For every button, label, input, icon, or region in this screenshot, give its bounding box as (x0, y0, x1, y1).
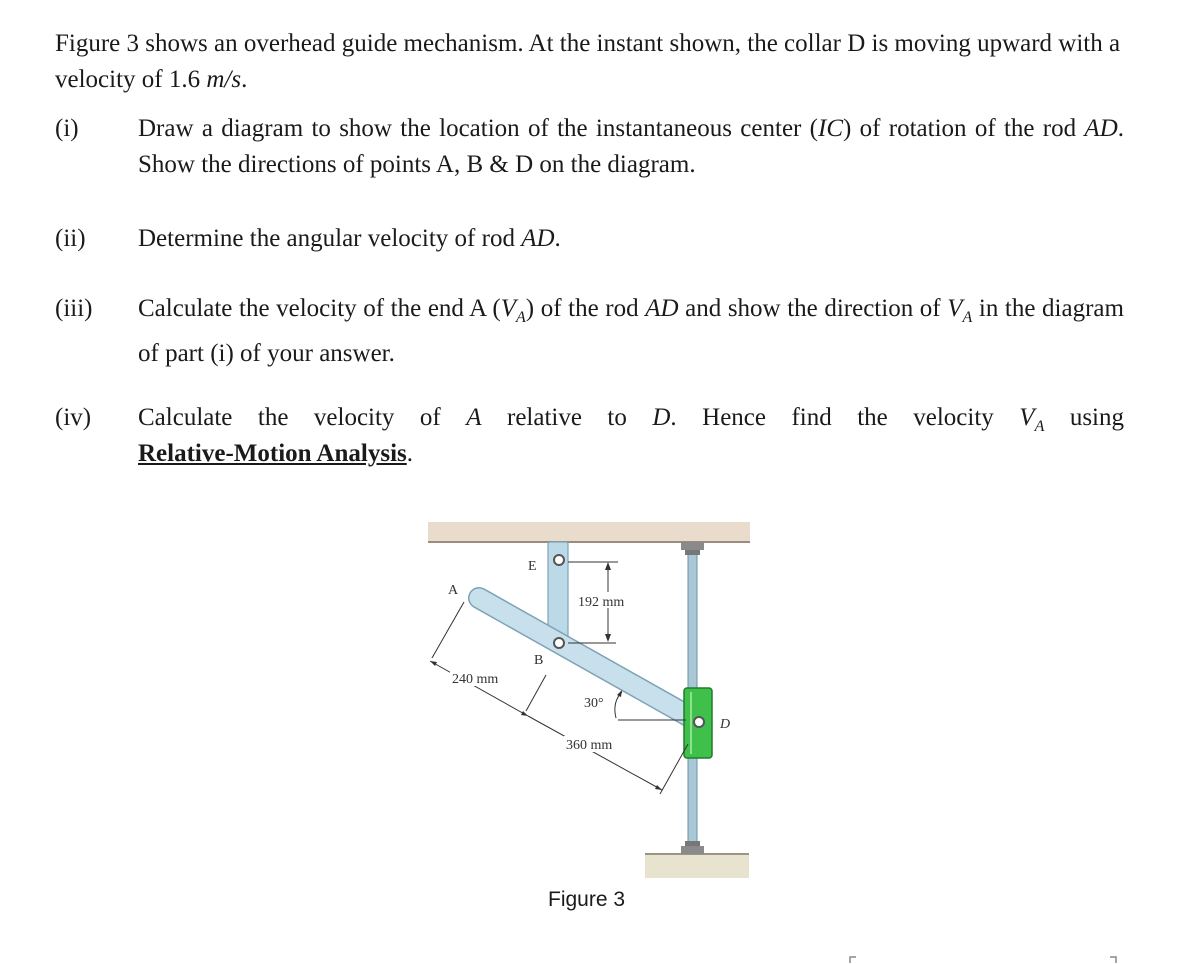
dim-240-extension-B (526, 675, 546, 711)
dim-240-line (430, 661, 528, 716)
dim-192-arrow-top (605, 562, 611, 570)
figure-3-mechanism (420, 512, 760, 882)
label-E: E (528, 559, 537, 574)
label-A: A (448, 583, 459, 598)
top-rod-mount (681, 542, 704, 550)
question-text: Determine the angular velocity of rod AD. (138, 225, 561, 252)
bottom-rod-mount (681, 846, 704, 854)
dim-360-line (528, 716, 662, 790)
label-B: B (534, 653, 544, 668)
question-text-line1: Calculate the velocity of A relative to D. Hence find the velocity $V_A$ using (138, 404, 1125, 435)
problem-intro: Figure 3 shows an overhead guide mechanism. At the instant shown, the collar D is moving upward with a velocity of 1.6 m/s. (55, 30, 1121, 93)
question-number: (iii) (55, 295, 93, 322)
angle-label: 30° (584, 696, 604, 711)
question-number: (ii) (55, 225, 86, 252)
pin-D (694, 717, 704, 727)
question-number: (iv) (55, 404, 92, 431)
label-D: D (720, 717, 731, 732)
dim-360-extension-D (660, 744, 688, 794)
pin-E (554, 555, 564, 565)
cropped-marks (848, 954, 1118, 964)
dim-360-label: 360 mm (566, 738, 613, 753)
ceiling-beam (428, 522, 750, 542)
floor-base (645, 854, 749, 878)
dim-240-extension-A (432, 602, 464, 658)
dim-240-arrow-B (521, 711, 528, 716)
top-rod-mount-neck (685, 550, 700, 555)
question-text: Calculate the velocity of the end A $(V_A)$ of the rod AD and show the direction of $V_A$ in the diagram of part (i) of your answer. (138, 295, 1124, 367)
question-text-line2: Relative-Motion Analysis. (138, 440, 413, 467)
dim-240-arrow-A (430, 661, 437, 666)
relative-motion-heading: Relative-Motion Analysis (138, 440, 407, 467)
question-number: (i) (55, 115, 79, 142)
dim-192-arrow-bottom (605, 634, 611, 642)
velocity-unit: m/s (206, 66, 242, 93)
dim-360-arrow-D (655, 785, 662, 790)
bottom-rod-mount-neck (685, 841, 700, 846)
angle-arrow (617, 690, 622, 697)
dim-192-label: 192 mm (578, 595, 625, 610)
dim-240-label: 240 mm (452, 672, 499, 687)
mechanism-diagram (420, 512, 760, 882)
figure-caption: Figure 3 (548, 888, 626, 911)
pin-B (554, 638, 564, 648)
question-text: Draw a diagram to show the location of the instantaneous center (IC) of rotation of the rod AD. Show the directions of points A, B & D on the diagram. (138, 115, 1124, 178)
